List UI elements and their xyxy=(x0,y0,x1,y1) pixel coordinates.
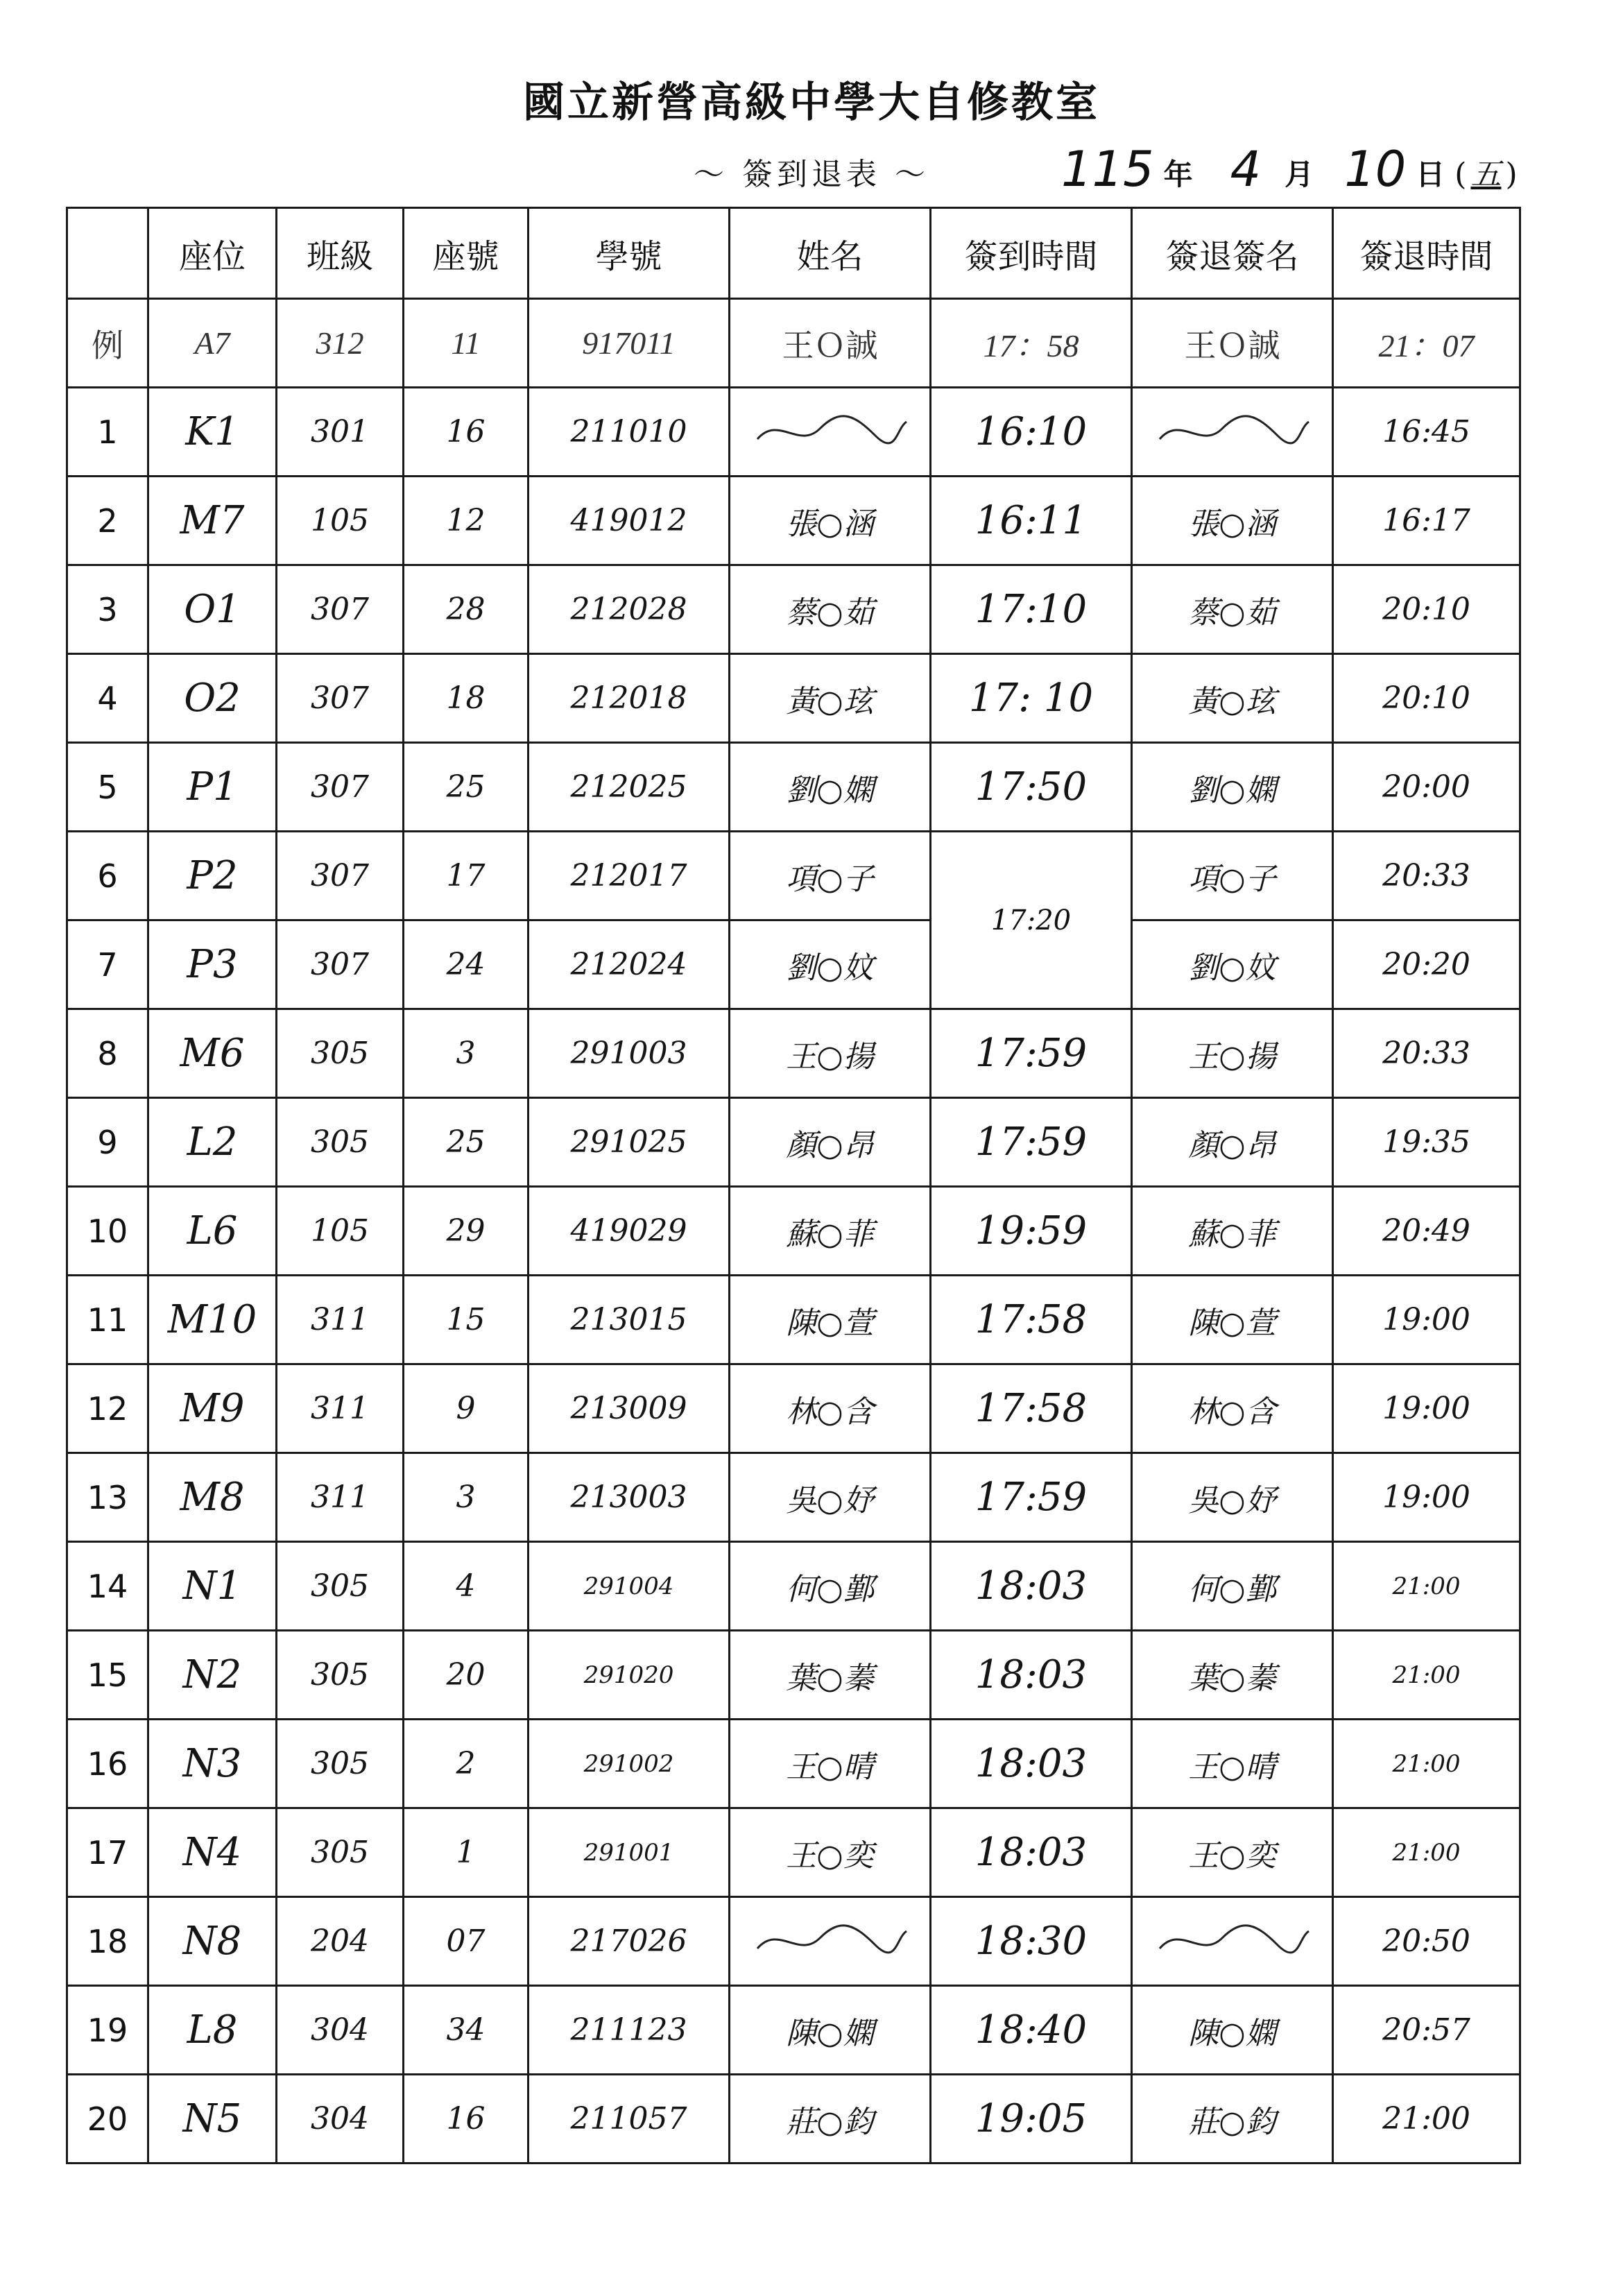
signature-scribble xyxy=(1132,388,1333,477)
name-cell: 陳○萱 xyxy=(730,1276,931,1364)
seat-cell: P3 xyxy=(148,920,277,1009)
student-id-cell: 217026 xyxy=(529,1897,730,1986)
class-cell: 307 xyxy=(277,920,404,1009)
checkout-time-cell: 19:00 xyxy=(1333,1276,1520,1364)
checkin-time-cell: 17:58 xyxy=(931,1276,1132,1364)
checkin-time-cell: 17:20 xyxy=(931,832,1132,1009)
checkin-time-cell: 16:10 xyxy=(931,388,1132,477)
seat-number-cell: 12 xyxy=(404,477,529,565)
col-header-number: 座號 xyxy=(404,208,529,299)
seat-cell: M8 xyxy=(148,1453,277,1542)
signout-name-cell: 陳○嫻 xyxy=(1132,1986,1333,2075)
example-class: 312 xyxy=(277,299,404,388)
class-cell: 301 xyxy=(277,388,404,477)
signout-name-cell: 王○揚 xyxy=(1132,1009,1333,1098)
table-row xyxy=(67,477,1520,565)
name-cell: 林○含 xyxy=(730,1364,931,1453)
checkin-time-cell: 17: 10 xyxy=(931,654,1132,743)
student-id-cell: 419012 xyxy=(529,477,730,565)
seat-number-cell: 16 xyxy=(404,2075,529,2164)
student-id-cell: 291025 xyxy=(529,1098,730,1187)
name-cell: 劉○妏 xyxy=(730,920,931,1009)
date-month: 4 xyxy=(1230,141,1262,198)
class-cell: 311 xyxy=(277,1276,404,1364)
signout-name-cell: 何○鄞 xyxy=(1132,1542,1333,1631)
checkin-time-cell: 17:59 xyxy=(931,1098,1132,1187)
seat-number-cell: 1 xyxy=(404,1808,529,1897)
name-cell: 何○鄞 xyxy=(730,1542,931,1631)
example-label: 例 xyxy=(67,299,148,388)
seat-number-cell: 4 xyxy=(404,1542,529,1631)
col-header xyxy=(67,208,148,299)
table-row xyxy=(67,565,1520,654)
seat-number-cell: 17 xyxy=(404,832,529,920)
col-header-checkin: 簽到時間 xyxy=(931,208,1132,299)
class-cell: 304 xyxy=(277,1986,404,2075)
example-name: 王Ｏ誠 xyxy=(730,299,931,388)
row-number: 1 xyxy=(67,388,148,477)
date-month-unit: 月 xyxy=(1285,157,1314,191)
checkin-time-cell: 18:40 xyxy=(931,1986,1132,2075)
student-id-cell: 419029 xyxy=(529,1187,730,1276)
name-cell: 張○涵 xyxy=(730,477,931,565)
checkout-time-cell: 20:10 xyxy=(1333,654,1520,743)
student-id-cell: 212025 xyxy=(529,743,730,832)
student-id-cell: 211057 xyxy=(529,2075,730,2164)
signout-name-cell: 蘇○菲 xyxy=(1132,1187,1333,1276)
signout-name-cell: 蔡○茹 xyxy=(1132,565,1333,654)
seat-cell: O2 xyxy=(148,654,277,743)
name-cell: 王○奕 xyxy=(730,1808,931,1897)
signout-name-cell: 王○奕 xyxy=(1132,1808,1333,1897)
signout-name-cell: 葉○蓁 xyxy=(1132,1631,1333,1720)
table-row xyxy=(67,1276,1520,1364)
example-row xyxy=(67,299,1520,388)
table-row xyxy=(67,1542,1520,1631)
name-cell: 蘇○菲 xyxy=(730,1187,931,1276)
date-day-unit: 日 xyxy=(1416,157,1445,191)
seat-cell: N3 xyxy=(148,1720,277,1808)
checkout-time-cell: 20:20 xyxy=(1333,920,1520,1009)
seat-cell: L6 xyxy=(148,1187,277,1276)
signout-name-cell: 陳○萱 xyxy=(1132,1276,1333,1364)
seat-number-cell: 15 xyxy=(404,1276,529,1364)
row-number: 7 xyxy=(67,920,148,1009)
table-row xyxy=(67,2075,1520,2164)
class-cell: 305 xyxy=(277,1808,404,1897)
student-id-cell: 291002 xyxy=(529,1720,730,1808)
table-row xyxy=(67,1098,1520,1187)
seat-cell: O1 xyxy=(148,565,277,654)
col-header-class: 班級 xyxy=(277,208,404,299)
class-cell: 307 xyxy=(277,654,404,743)
class-cell: 305 xyxy=(277,1631,404,1720)
class-cell: 311 xyxy=(277,1364,404,1453)
student-id-cell: 212028 xyxy=(529,565,730,654)
student-id-cell: 212017 xyxy=(529,832,730,920)
col-header-student-id: 學號 xyxy=(529,208,730,299)
table-row xyxy=(67,1364,1520,1453)
signout-name-cell: 莊○鈞 xyxy=(1132,2075,1333,2164)
seat-number-cell: 29 xyxy=(404,1187,529,1276)
checkout-time-cell: 19:00 xyxy=(1333,1453,1520,1542)
class-cell: 307 xyxy=(277,743,404,832)
class-cell: 304 xyxy=(277,2075,404,2164)
class-cell: 307 xyxy=(277,832,404,920)
seat-cell: M6 xyxy=(148,1009,277,1098)
row-number: 16 xyxy=(67,1720,148,1808)
checkout-time-cell: 20:57 xyxy=(1333,1986,1520,2075)
row-number: 20 xyxy=(67,2075,148,2164)
checkout-time-cell: 21:00 xyxy=(1333,1720,1520,1808)
example-student-id: 917011 xyxy=(529,299,730,388)
name-cell: 葉○蓁 xyxy=(730,1631,931,1720)
class-cell: 204 xyxy=(277,1897,404,1986)
checkin-time-cell: 18:03 xyxy=(931,1808,1132,1897)
seat-cell: N8 xyxy=(148,1897,277,1986)
checkout-time-cell: 21:00 xyxy=(1333,1542,1520,1631)
class-cell: 105 xyxy=(277,1187,404,1276)
seat-number-cell: 25 xyxy=(404,743,529,832)
student-id-cell: 291003 xyxy=(529,1009,730,1098)
name-cell: 蔡○茹 xyxy=(730,565,931,654)
seat-number-cell: 07 xyxy=(404,1897,529,1986)
seat-cell: P1 xyxy=(148,743,277,832)
row-number: 10 xyxy=(67,1187,148,1276)
table-row xyxy=(67,832,1520,920)
weekday-value: 五 xyxy=(1470,157,1502,192)
seat-number-cell: 34 xyxy=(404,1986,529,2075)
checkin-time-cell: 17:58 xyxy=(931,1364,1132,1453)
student-id-cell: 211010 xyxy=(529,388,730,477)
row-number: 8 xyxy=(67,1009,148,1098)
student-id-cell: 213015 xyxy=(529,1276,730,1364)
table-row xyxy=(67,388,1520,477)
name-cell: 陳○嫻 xyxy=(730,1986,931,2075)
row-number: 6 xyxy=(67,832,148,920)
table-row xyxy=(67,1631,1520,1720)
signature-scribble xyxy=(1132,1897,1333,1986)
student-id-cell: 213009 xyxy=(529,1364,730,1453)
name-cell: 吳○妤 xyxy=(730,1453,931,1542)
checkout-time-cell: 21:00 xyxy=(1333,1808,1520,1897)
table-row xyxy=(67,1986,1520,2075)
student-id-cell: 291020 xyxy=(529,1631,730,1720)
seat-cell: N2 xyxy=(148,1631,277,1720)
table-row xyxy=(67,1897,1520,1986)
seat-cell: K1 xyxy=(148,388,277,477)
table-row xyxy=(67,920,1520,1009)
header-row xyxy=(67,208,1520,299)
signout-name-cell: 王○晴 xyxy=(1132,1720,1333,1808)
class-cell: 105 xyxy=(277,477,404,565)
table-row xyxy=(67,1453,1520,1542)
example-seat: A7 xyxy=(148,299,277,388)
checkout-time-cell: 16:45 xyxy=(1333,388,1520,477)
example-number: 11 xyxy=(404,299,529,388)
seat-number-cell: 9 xyxy=(404,1364,529,1453)
weekday-close: ) xyxy=(1505,157,1518,192)
checkin-time-cell: 19:05 xyxy=(931,2075,1132,2164)
checkout-time-cell: 20:50 xyxy=(1333,1897,1520,1986)
seat-number-cell: 18 xyxy=(404,654,529,743)
seat-number-cell: 16 xyxy=(404,388,529,477)
row-number: 3 xyxy=(67,565,148,654)
col-header-seat: 座位 xyxy=(148,208,277,299)
example-checkout: 21：07 xyxy=(1333,299,1520,388)
signout-name-cell: 林○含 xyxy=(1132,1364,1333,1453)
sheet-title: 國立新營高級中學大自修教室 xyxy=(523,78,1100,127)
signout-name-cell: 顏○昂 xyxy=(1132,1098,1333,1187)
name-cell: 王○晴 xyxy=(730,1720,931,1808)
checkout-time-cell: 20:49 xyxy=(1333,1187,1520,1276)
checkin-time-cell: 17:59 xyxy=(931,1009,1132,1098)
seat-number-cell: 25 xyxy=(404,1098,529,1187)
seat-cell: N5 xyxy=(148,2075,277,2164)
class-cell: 305 xyxy=(277,1098,404,1187)
checkin-time-cell: 17:59 xyxy=(931,1453,1132,1542)
student-id-cell: 291001 xyxy=(529,1808,730,1897)
class-cell: 307 xyxy=(277,565,404,654)
signout-name-cell: 項○子 xyxy=(1132,832,1333,920)
checkout-time-cell: 16:17 xyxy=(1333,477,1520,565)
seat-cell: P2 xyxy=(148,832,277,920)
signature-scribble xyxy=(730,1897,931,1986)
checkout-time-cell: 19:00 xyxy=(1333,1364,1520,1453)
name-cell: 黃○玹 xyxy=(730,654,931,743)
class-cell: 305 xyxy=(277,1009,404,1098)
seat-cell: M7 xyxy=(148,477,277,565)
row-number: 4 xyxy=(67,654,148,743)
row-number: 11 xyxy=(67,1276,148,1364)
signout-name-cell: 劉○妏 xyxy=(1132,920,1333,1009)
row-number: 17 xyxy=(67,1808,148,1897)
example-signout-name: 王Ｏ誠 xyxy=(1132,299,1333,388)
row-number: 13 xyxy=(67,1453,148,1542)
row-number: 18 xyxy=(67,1897,148,1986)
seat-number-cell: 20 xyxy=(404,1631,529,1720)
checkout-time-cell: 20:10 xyxy=(1333,565,1520,654)
date-day: 10 xyxy=(1344,141,1407,198)
checkout-time-cell: 21:00 xyxy=(1333,1631,1520,1720)
date-year: 115 xyxy=(1061,141,1154,198)
date-year-unit: 年 xyxy=(1163,157,1193,191)
example-checkin: 17：58 xyxy=(931,299,1132,388)
name-cell: 顏○昂 xyxy=(730,1098,931,1187)
checkout-time-cell: 20:33 xyxy=(1333,832,1520,920)
checkin-time-cell: 19:59 xyxy=(931,1187,1132,1276)
student-id-cell: 211123 xyxy=(529,1986,730,2075)
row-number: 15 xyxy=(67,1631,148,1720)
seat-cell: L8 xyxy=(148,1986,277,2075)
seat-number-cell: 28 xyxy=(404,565,529,654)
row-number: 2 xyxy=(67,477,148,565)
table-row xyxy=(67,1720,1520,1808)
name-cell: 王○揚 xyxy=(730,1009,931,1098)
row-number: 12 xyxy=(67,1364,148,1453)
seat-cell: M10 xyxy=(148,1276,277,1364)
name-cell: 莊○鈞 xyxy=(730,2075,931,2164)
checkout-time-cell: 21:00 xyxy=(1333,2075,1520,2164)
seat-cell: L2 xyxy=(148,1098,277,1187)
checkin-time-cell: 18:03 xyxy=(931,1631,1132,1720)
signout-name-cell: 劉○嫻 xyxy=(1132,743,1333,832)
row-number: 19 xyxy=(67,1986,148,2075)
student-id-cell: 213003 xyxy=(529,1453,730,1542)
checkin-time-cell: 16:11 xyxy=(931,477,1132,565)
date-line xyxy=(1061,135,1518,198)
signout-name-cell: 張○涵 xyxy=(1132,477,1333,565)
class-cell: 305 xyxy=(277,1720,404,1808)
table-row xyxy=(67,743,1520,832)
seat-cell: N1 xyxy=(148,1542,277,1631)
checkin-time-cell: 17:50 xyxy=(931,743,1132,832)
class-cell: 305 xyxy=(277,1542,404,1631)
row-number: 14 xyxy=(67,1542,148,1631)
table-row xyxy=(67,1187,1520,1276)
table-row xyxy=(67,1808,1520,1897)
signin-table xyxy=(66,207,1521,2164)
student-id-cell: 291004 xyxy=(529,1542,730,1631)
date-weekday xyxy=(1454,149,1517,198)
student-id-cell: 212018 xyxy=(529,654,730,743)
signature-scribble xyxy=(730,388,931,477)
seat-cell: N4 xyxy=(148,1808,277,1897)
checkin-time-cell: 17:10 xyxy=(931,565,1132,654)
student-id-cell: 212024 xyxy=(529,920,730,1009)
checkout-time-cell: 20:33 xyxy=(1333,1009,1520,1098)
col-header-signout-name: 簽退簽名 xyxy=(1132,208,1333,299)
checkin-time-cell: 18:30 xyxy=(931,1897,1132,1986)
signout-name-cell: 黃○玹 xyxy=(1132,654,1333,743)
table-row xyxy=(67,654,1520,743)
seat-number-cell: 24 xyxy=(404,920,529,1009)
checkin-time-cell: 18:03 xyxy=(931,1720,1132,1808)
sheet-subtitle: ～ 簽到退表 ～ xyxy=(694,157,929,192)
col-header-checkout: 簽退時間 xyxy=(1333,208,1520,299)
name-cell: 劉○嫻 xyxy=(730,743,931,832)
seat-cell: M9 xyxy=(148,1364,277,1453)
checkin-time-cell: 18:03 xyxy=(931,1542,1132,1631)
table-row xyxy=(67,1009,1520,1098)
row-number: 5 xyxy=(67,743,148,832)
seat-number-cell: 3 xyxy=(404,1009,529,1098)
seat-number-cell: 2 xyxy=(404,1720,529,1808)
seat-number-cell: 3 xyxy=(404,1453,529,1542)
weekday-open: ( xyxy=(1454,157,1467,192)
checkout-time-cell: 20:00 xyxy=(1333,743,1520,832)
col-header-name: 姓名 xyxy=(730,208,931,299)
signout-name-cell: 吳○妤 xyxy=(1132,1453,1333,1542)
checkout-time-cell: 19:35 xyxy=(1333,1098,1520,1187)
row-number: 9 xyxy=(67,1098,148,1187)
class-cell: 311 xyxy=(277,1453,404,1542)
name-cell: 項○子 xyxy=(730,832,931,920)
